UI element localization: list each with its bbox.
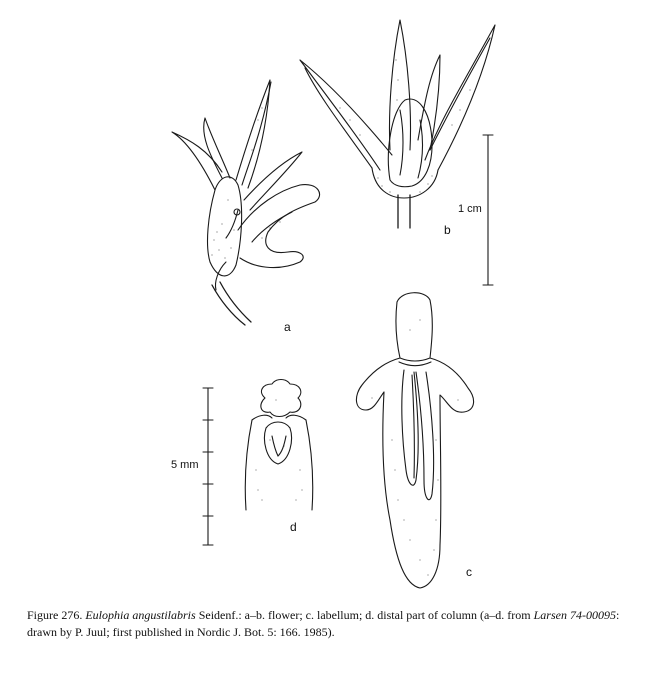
- caption-parts: Seidenf.: a–b. flower; c. labellum; d. distal part of column (a–d. from: [198, 608, 531, 622]
- label-c: c: [466, 565, 472, 579]
- drawing-a-flower-side: [172, 80, 320, 325]
- label-b: b: [444, 223, 451, 237]
- drawing-c-labellum: [356, 293, 473, 588]
- caption-collector: Larsen 74-00095: [533, 608, 616, 622]
- caption-species: Eulophia angustilabris: [85, 608, 196, 622]
- drawing-b-flower-front: [300, 20, 495, 228]
- label-a: a: [284, 320, 291, 334]
- scale-bar-5mm: [203, 388, 213, 545]
- scale-label-1cm: 1 cm: [458, 203, 482, 215]
- label-d: d: [290, 520, 297, 534]
- drawing-d-column: [245, 380, 313, 511]
- scale-bar-1cm: [483, 135, 493, 285]
- figure-caption: [27, 607, 627, 641]
- caption-credit: : drawn by P. Juul; first published in Nordic J. Bot. 5: 166. 1985).: [27, 608, 620, 639]
- scale-label-5mm: 5 mm: [171, 459, 199, 471]
- caption-figure-number: Figure 276.: [27, 608, 83, 622]
